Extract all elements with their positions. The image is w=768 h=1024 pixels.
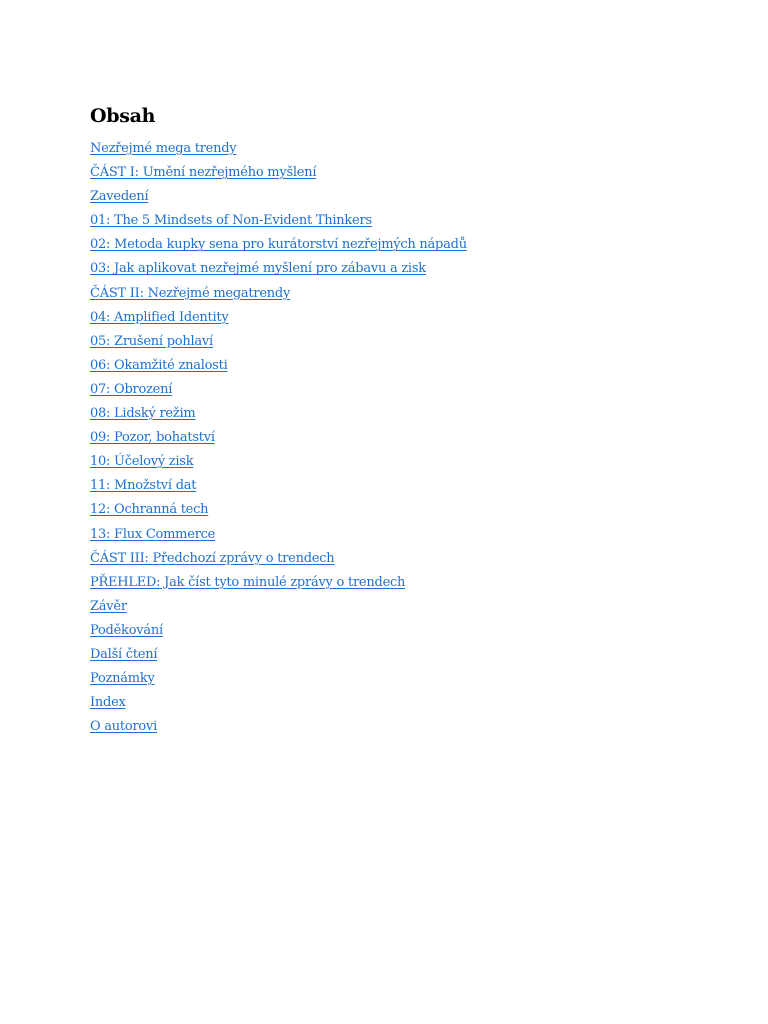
toc-item xyxy=(90,183,690,207)
toc-item xyxy=(90,641,690,665)
toc-link[interactable]: ČÁST II: Nezřejmé megatrendy xyxy=(90,285,291,301)
toc-item xyxy=(90,713,690,737)
toc-item xyxy=(90,521,690,545)
toc-item xyxy=(90,304,690,328)
toc-link[interactable]: Poděkování xyxy=(90,622,163,638)
toc-link[interactable]: Nezřejmé mega trendy xyxy=(90,141,237,156)
toc-item xyxy=(90,424,690,448)
toc-link[interactable]: 03: Jak aplikovat nezřejmé myšlení pro zábavu a zisk xyxy=(90,261,426,277)
toc-link[interactable]: Index xyxy=(90,695,126,711)
toc-item xyxy=(90,352,690,376)
toc-item xyxy=(90,376,690,400)
toc-item xyxy=(90,159,690,183)
toc-link[interactable]: 09: Pozor, bohatství xyxy=(90,430,215,446)
toc-link[interactable]: 11: Množství dat xyxy=(90,478,197,494)
toc-item xyxy=(90,135,690,159)
toc-item xyxy=(90,328,690,352)
toc-link[interactable]: ČÁST I: Umění nezřejmého myšlení xyxy=(90,165,317,181)
toc-link[interactable]: 04: Amplified Identity xyxy=(90,309,229,325)
toc-link[interactable]: Závěr xyxy=(90,598,127,614)
toc-link[interactable]: PŘEHLED: Jak číst tyto minulé zprávy o trendech xyxy=(90,574,406,590)
document-page xyxy=(90,100,690,737)
toc-link[interactable]: 01: The 5 Mindsets of Non-Evident Thinkers xyxy=(90,213,372,229)
toc-item xyxy=(90,231,690,255)
toc-item xyxy=(90,448,690,472)
toc-link[interactable]: Poznámky xyxy=(90,671,155,687)
toc-item xyxy=(90,593,690,617)
toc-item xyxy=(90,617,690,641)
toc-link[interactable]: 13: Flux Commerce xyxy=(90,526,216,542)
toc-list xyxy=(90,135,690,737)
toc-link[interactable]: Další čtení xyxy=(90,646,158,662)
toc-link[interactable]: 05: Zrušení pohlaví xyxy=(90,333,213,349)
toc-title: Obsah xyxy=(90,105,156,127)
toc-item xyxy=(90,496,690,520)
toc-link[interactable]: ČÁST III: Předchozí zprávy o trendech xyxy=(90,550,335,566)
toc-link[interactable]: 10: Účelový zisk xyxy=(90,454,194,470)
toc-item xyxy=(90,255,690,279)
toc-link[interactable]: 06: Okamžité znalosti xyxy=(90,357,228,373)
toc-item xyxy=(90,689,690,713)
toc-item xyxy=(90,280,690,304)
toc-link[interactable]: 02: Metoda kupky sena pro kurátorství nezřejmých nápadů xyxy=(90,237,467,253)
toc-link[interactable]: Zavedení xyxy=(90,189,149,205)
toc-link[interactable]: 08: Lidský režim xyxy=(90,406,196,422)
toc-item xyxy=(90,207,690,231)
toc-item xyxy=(90,665,690,689)
toc-link[interactable]: 07: Obrození xyxy=(90,381,173,397)
toc-item xyxy=(90,569,690,593)
toc-item xyxy=(90,545,690,569)
toc-item xyxy=(90,472,690,496)
toc-link[interactable]: O autorovi xyxy=(90,719,158,735)
toc-link[interactable]: 12: Ochranná tech xyxy=(90,502,209,518)
toc-item xyxy=(90,400,690,424)
